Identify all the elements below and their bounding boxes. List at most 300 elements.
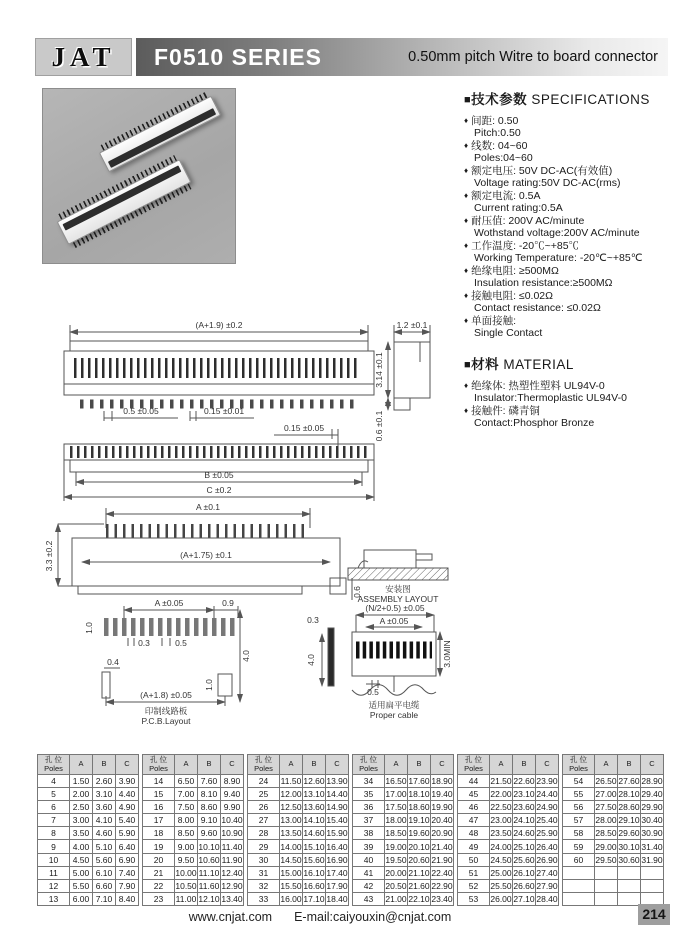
cell-a: 13.00 — [280, 815, 302, 826]
cell-a: 10.50 — [175, 880, 197, 891]
cell-c: 17.40 — [326, 867, 348, 878]
cell-a — [595, 892, 618, 905]
cell-b: 15.10 — [303, 841, 325, 852]
cell-b: 16.60 — [303, 880, 325, 891]
cell-poles — [563, 892, 595, 905]
table-row — [353, 788, 454, 801]
cell-c: 10.40 — [221, 815, 243, 826]
cell-a: 4.00 — [70, 840, 93, 853]
cell-a: 23.00 — [490, 815, 512, 826]
cell-poles: 60 — [563, 853, 595, 866]
cell-c: 7.40 — [116, 866, 139, 879]
cell-c: 26.90 — [536, 854, 558, 865]
cell-c: 12.90 — [221, 880, 243, 891]
col-header-c: C — [116, 755, 139, 775]
brand-logo-text: JAT — [51, 41, 116, 72]
col-header-poles: 孔 位 Poles — [248, 755, 280, 775]
cell-b: 12.10 — [198, 893, 220, 904]
cell-poles: 10 — [38, 853, 70, 866]
col-header-poles: 孔 位 Poles — [458, 755, 490, 775]
cell-poles: 24 — [248, 775, 280, 788]
cell-b: 26.10 — [513, 867, 535, 878]
dim-label: 3.14 ±0.1 — [374, 352, 384, 388]
diamond-bullet-icon: ♦ — [464, 141, 469, 150]
table-row — [353, 866, 454, 879]
table-row — [143, 775, 244, 788]
cell-poles: 6 — [38, 801, 70, 814]
cell-poles: 20 — [143, 853, 175, 866]
spec-item-poles: ♦ 线数: 04~60 Poles:04~60 — [464, 140, 533, 164]
cell-a: 14.00 — [280, 841, 302, 852]
cell-a: 27.00 — [595, 789, 617, 800]
cell-a: 21.50 — [490, 776, 512, 787]
cell-a: 3.50 — [70, 827, 93, 840]
table-row — [563, 879, 664, 892]
cell-poles: 29 — [248, 840, 280, 853]
cell-a: 25.50 — [490, 880, 512, 891]
series-subtitle: 0.50mm pitch Witre to board connector — [408, 49, 658, 65]
cell-b — [618, 866, 641, 879]
cell-c: 31.40 — [641, 841, 663, 852]
cell-poles: 9 — [38, 840, 70, 853]
cell-b: 18.10 — [408, 789, 430, 800]
cell-b: 11.10 — [198, 867, 220, 878]
cell-c: 27.40 — [536, 867, 558, 878]
table-row — [563, 853, 664, 866]
table-row — [143, 879, 244, 892]
dimensions-table-group-1 — [37, 754, 139, 906]
table-row — [143, 801, 244, 814]
dim-label: (A+1.9) ±0.2 — [195, 320, 243, 330]
cell-a — [595, 866, 618, 879]
dim-label: (A+1.75) ±0.1 — [180, 550, 232, 560]
cell-poles: 34 — [353, 775, 385, 788]
cell-c: 23.40 — [431, 893, 453, 904]
cell-a: 3.00 — [70, 814, 93, 827]
cell-poles: 57 — [563, 814, 595, 827]
drawing-linework — [58, 325, 448, 706]
cell-c: 24.40 — [536, 789, 558, 800]
cell-b: 17.10 — [303, 893, 325, 904]
cell-c: 19.90 — [431, 802, 453, 813]
table-row — [458, 801, 559, 814]
cell-c: 8.90 — [221, 775, 244, 788]
table-row — [248, 840, 349, 853]
table-row — [38, 840, 139, 853]
table-row — [458, 827, 559, 840]
cell-c: 27.90 — [536, 880, 558, 891]
cell-b: 22.60 — [513, 776, 535, 787]
cell-c: 14.40 — [326, 789, 348, 800]
cell-b: 11.60 — [198, 880, 220, 891]
cell-b: 19.60 — [408, 828, 430, 839]
cell-a: 22.50 — [490, 802, 512, 813]
cell-poles: 52 — [458, 879, 490, 892]
cell-a: 24.50 — [490, 854, 512, 865]
cell-c: 14.90 — [326, 802, 348, 813]
cell-poles: 50 — [458, 853, 490, 866]
table-header-row — [563, 755, 664, 775]
cell-poles: 22 — [143, 879, 175, 892]
diamond-bullet-icon: ♦ — [464, 266, 469, 275]
col-header-b: B — [408, 755, 431, 775]
diamond-bullet-icon: ♦ — [464, 241, 469, 250]
cell-b: 23.10 — [513, 789, 535, 800]
table-row — [458, 866, 559, 879]
cell-poles: 28 — [248, 827, 280, 840]
connector-body — [57, 159, 192, 245]
cell-a: 17.00 — [385, 789, 407, 800]
cell-a: 6.50 — [175, 775, 198, 788]
col-header-c: C — [326, 755, 349, 775]
cell-b: 28.60 — [618, 802, 640, 813]
table-row — [38, 866, 139, 879]
col-header-c: C — [641, 755, 664, 775]
material-item-insulator: ♦ 绝缘体: 热塑性塑料 UL94V-0 Insulator:Thermoplastic UL94V-0 — [464, 380, 627, 404]
table-row — [38, 788, 139, 801]
cell-a: 12.00 — [280, 789, 302, 800]
material-section — [464, 353, 700, 429]
cell-b: 5.10 — [93, 840, 116, 853]
cell-b: 14.10 — [303, 815, 325, 826]
cell-poles: 46 — [458, 801, 490, 814]
diamond-bullet-icon: ♦ — [464, 216, 469, 225]
pcb-caption-en: P.C.B.Layout — [141, 716, 191, 726]
cell-a: 10.00 — [175, 867, 197, 878]
cell-c: 5.90 — [116, 827, 139, 840]
spec-item-voltage: ♦ 额定电压: 50V DC-AC(有效值) Voltage rating:50V DC-AC(rms) — [464, 165, 621, 189]
dim-label: A ±0.05 — [379, 616, 409, 626]
cell-b: 12.60 — [303, 776, 325, 787]
cell-poles: 35 — [353, 788, 385, 801]
cell-poles: 30 — [248, 853, 280, 866]
assembly-caption-cn: 安装图 — [385, 584, 411, 594]
table-row — [458, 788, 559, 801]
cell-b: 23.60 — [513, 802, 535, 813]
cell-c: 30.90 — [641, 828, 663, 839]
col-header-a: A — [385, 755, 408, 775]
table-header-row — [353, 755, 454, 775]
table-row — [248, 853, 349, 866]
cell-b: 21.60 — [408, 880, 430, 891]
cell-a: 13.50 — [280, 828, 302, 839]
dim-label: 4.0 — [241, 650, 251, 662]
cable-caption-cn: 适用扁平电缆 — [368, 700, 420, 710]
cell-a: 27.50 — [595, 802, 617, 813]
dim-label: 0.15 ±0.01 — [203, 406, 245, 416]
cell-b: 27.60 — [618, 776, 640, 787]
table-row — [38, 879, 139, 892]
cell-c: 28.90 — [641, 776, 663, 787]
cell-a: 29.50 — [595, 854, 617, 865]
cell-b: 10.10 — [198, 841, 220, 852]
cell-a: 14.50 — [280, 854, 302, 865]
cell-poles: 43 — [353, 892, 385, 905]
cell-b: 16.10 — [303, 867, 325, 878]
dimensions-table-group-2 — [142, 754, 244, 906]
cell-a: 26.00 — [490, 893, 512, 904]
table-row — [353, 879, 454, 892]
dim-label: 0.5 ±0.05 — [123, 406, 159, 416]
dim-label: 1.2 ±0.1 — [396, 320, 428, 330]
table-row — [458, 814, 559, 827]
cell-a: 11.50 — [280, 776, 302, 787]
cell-b: 30.10 — [618, 841, 640, 852]
cell-c: 5.40 — [116, 814, 139, 827]
cell-a — [595, 879, 618, 892]
cell-poles: 54 — [563, 775, 595, 788]
cell-a: 9.50 — [175, 853, 198, 866]
cell-poles: 33 — [248, 892, 280, 905]
table-row — [143, 892, 244, 905]
cell-poles: 41 — [353, 866, 385, 879]
spec-item-single-contact: ♦ 单面接触: Single Contact — [464, 315, 543, 339]
cell-b: 24.10 — [513, 815, 535, 826]
cell-c — [641, 879, 664, 892]
table-row — [248, 801, 349, 814]
table-row — [38, 827, 139, 840]
cell-poles: 15 — [143, 788, 175, 801]
table-row — [353, 775, 454, 788]
cell-a: 8.00 — [175, 814, 198, 827]
diamond-bullet-icon: ♦ — [464, 291, 469, 300]
table-row — [248, 827, 349, 840]
table-header-row — [143, 755, 244, 775]
cell-c: 12.40 — [221, 867, 243, 878]
table-row — [353, 853, 454, 866]
cell-b: 8.60 — [198, 801, 221, 814]
cell-poles: 26 — [248, 801, 280, 814]
dimensions-table-group-3 — [247, 754, 349, 906]
dim-label: 4.0 — [306, 654, 316, 666]
table-row — [353, 814, 454, 827]
dim-label: 0.5 — [367, 687, 379, 697]
cell-b: 25.10 — [513, 841, 535, 852]
cell-a: 7.00 — [175, 788, 198, 801]
col-header-a: A — [70, 755, 93, 775]
table-row — [563, 814, 664, 827]
diamond-bullet-icon: ♦ — [464, 166, 469, 175]
cell-poles: 58 — [563, 827, 595, 840]
cell-a: 4.50 — [70, 853, 93, 866]
cell-a: 18.00 — [385, 815, 407, 826]
diamond-bullet-icon: ♦ — [464, 316, 469, 325]
table-row — [248, 892, 349, 905]
dim-label: 1.0 — [84, 622, 94, 634]
material-item-contact: ♦ 接触件: 磷青铜 Contact:Phosphor Bronze — [464, 405, 595, 429]
cell-b: 6.10 — [93, 866, 116, 879]
cell-poles: 11 — [38, 866, 70, 879]
cell-a: 2.00 — [70, 788, 93, 801]
cell-b: 14.60 — [303, 828, 325, 839]
pcb-caption-cn: 印制线路板 — [144, 706, 188, 716]
cell-poles: 27 — [248, 814, 280, 827]
cell-b: 7.10 — [93, 892, 116, 905]
cell-poles: 48 — [458, 827, 490, 840]
table-row — [458, 775, 559, 788]
cell-c: 22.40 — [431, 867, 453, 878]
col-header-b: B — [93, 755, 116, 775]
cell-c: 16.90 — [326, 854, 348, 865]
cable-caption-en: Proper cable — [369, 710, 419, 720]
cell-c: 15.90 — [326, 828, 348, 839]
cell-a: 25.00 — [490, 867, 512, 878]
table-header-row — [458, 755, 559, 775]
cell-poles: 17 — [143, 814, 175, 827]
cell-poles: 31 — [248, 866, 280, 879]
table-row — [353, 801, 454, 814]
page-header — [35, 38, 668, 76]
dim-label: 0.3 — [307, 615, 319, 625]
product-photo — [42, 88, 236, 264]
cell-a: 18.50 — [385, 828, 407, 839]
cell-a: 23.50 — [490, 828, 512, 839]
col-header-a: A — [595, 755, 618, 775]
table-row — [353, 892, 454, 905]
cell-poles: 13 — [38, 892, 70, 905]
table-row — [563, 788, 664, 801]
specifications-title: ■技术参数 SPECIFICATIONS — [464, 92, 650, 107]
cell-c: 20.40 — [431, 815, 453, 826]
table-row — [353, 840, 454, 853]
cell-c: 21.90 — [431, 854, 453, 865]
cell-b: 5.60 — [93, 853, 116, 866]
cell-c: 8.40 — [116, 892, 139, 905]
dim-label: 1.0 — [204, 679, 214, 691]
cell-a: 11.00 — [175, 893, 197, 904]
cell-c: 30.40 — [641, 815, 663, 826]
cell-b: 19.10 — [408, 815, 430, 826]
cell-c — [641, 866, 664, 879]
cell-b: 18.60 — [408, 802, 430, 813]
cell-poles: 19 — [143, 840, 175, 853]
cell-poles: 59 — [563, 840, 595, 853]
dim-label: 0.9 — [222, 598, 234, 608]
cell-b: 24.60 — [513, 828, 535, 839]
col-header-b: B — [198, 755, 221, 775]
spec-item-pitch: ♦ 间距: 0.50 Pitch:0.50 — [464, 115, 521, 139]
cell-poles: 51 — [458, 866, 490, 879]
cell-b: 20.60 — [408, 854, 430, 865]
cell-c: 25.90 — [536, 828, 558, 839]
table-header-row — [38, 755, 139, 775]
table-row — [38, 801, 139, 814]
cell-c: 18.90 — [431, 776, 453, 787]
dim-label: 0.5 — [175, 638, 187, 648]
cell-b: 8.10 — [198, 788, 221, 801]
dimensions-table-group-6 — [562, 754, 664, 906]
table-row — [38, 853, 139, 866]
cell-b: 4.10 — [93, 814, 116, 827]
square-bullet-icon: ■ — [464, 359, 472, 371]
cell-c: 26.40 — [536, 841, 558, 852]
table-row — [143, 840, 244, 853]
dim-label: A ±0.1 — [195, 502, 221, 512]
cell-b: 9.10 — [198, 814, 221, 827]
table-row — [563, 775, 664, 788]
cell-a: 19.00 — [385, 841, 407, 852]
col-header-c: C — [431, 755, 454, 775]
diamond-bullet-icon: ♦ — [464, 406, 469, 415]
cell-poles: 32 — [248, 879, 280, 892]
cell-c: 13.40 — [221, 893, 243, 904]
table-row — [248, 788, 349, 801]
connector-image-lower — [57, 159, 192, 245]
cell-c: 9.40 — [221, 788, 244, 801]
cell-poles: 56 — [563, 801, 595, 814]
table-row — [38, 814, 139, 827]
cell-c: 3.90 — [116, 775, 139, 788]
col-header-b: B — [303, 755, 326, 775]
dim-label: 3.0MIN — [442, 640, 452, 668]
cell-poles: 38 — [353, 827, 385, 840]
cell-a: 5.00 — [70, 866, 93, 879]
cell-poles — [563, 879, 595, 892]
square-bullet-icon: ■ — [464, 94, 472, 106]
dim-label: 0.4 — [107, 657, 119, 667]
cell-b: 28.10 — [618, 789, 640, 800]
cell-a: 7.50 — [175, 801, 198, 814]
cell-poles: 37 — [353, 814, 385, 827]
cell-c: 7.90 — [116, 879, 139, 892]
cell-b: 10.60 — [198, 854, 220, 865]
spec-item-contact-resistance: ♦ 接触电阻: ≤0.02Ω Contact resistance: ≤0.02Ω — [464, 290, 601, 314]
table-row — [143, 814, 244, 827]
table-row — [248, 775, 349, 788]
table-row — [248, 814, 349, 827]
col-header-poles: 孔 位 Poles — [38, 755, 70, 775]
cell-c: 31.90 — [641, 854, 663, 865]
cell-b — [618, 879, 641, 892]
cell-a: 17.50 — [385, 802, 407, 813]
cell-poles: 16 — [143, 801, 175, 814]
cell-c: 10.90 — [221, 828, 243, 839]
cell-b: 2.60 — [93, 775, 116, 788]
cell-c: 29.90 — [641, 802, 663, 813]
spec-item-temperature: ♦ 工作温度: -20℃~+85℃ Working Temperature: -20℃~+85℃ — [464, 240, 643, 264]
page-footer — [0, 910, 640, 924]
cell-b: 4.60 — [93, 827, 116, 840]
col-header-b: B — [618, 755, 641, 775]
page-number: 214 — [638, 904, 670, 925]
cell-a: 20.50 — [385, 880, 407, 891]
spec-item-insulation: ♦ 绝缘电阻: ≥500MΩ Insulation resistance:≥500MΩ — [464, 265, 613, 289]
cell-poles: 36 — [353, 801, 385, 814]
table-row — [38, 892, 139, 905]
cell-a: 1.50 — [70, 775, 93, 788]
cell-c: 4.40 — [116, 788, 139, 801]
table-row — [143, 788, 244, 801]
assembly-caption-en: ASSEMBLY LAYOUT — [357, 594, 439, 604]
cell-c: 24.90 — [536, 802, 558, 813]
dim-label: C ±0.2 — [206, 485, 232, 495]
cell-c: 23.90 — [536, 776, 558, 787]
footer-website: www.cnjat.com — [188, 910, 273, 924]
cell-poles: 45 — [458, 788, 490, 801]
cell-b: 3.10 — [93, 788, 116, 801]
cell-a: 21.00 — [385, 893, 407, 904]
cell-a: 15.00 — [280, 867, 302, 878]
cell-b: 22.10 — [408, 893, 430, 904]
col-header-c: C — [536, 755, 559, 775]
cell-a: 22.00 — [490, 789, 512, 800]
cell-c: 20.90 — [431, 828, 453, 839]
cell-b: 17.60 — [408, 776, 430, 787]
cell-poles: 8 — [38, 827, 70, 840]
dimensions-table-group-5 — [457, 754, 559, 906]
table-row — [143, 853, 244, 866]
cell-c: 6.90 — [116, 853, 139, 866]
